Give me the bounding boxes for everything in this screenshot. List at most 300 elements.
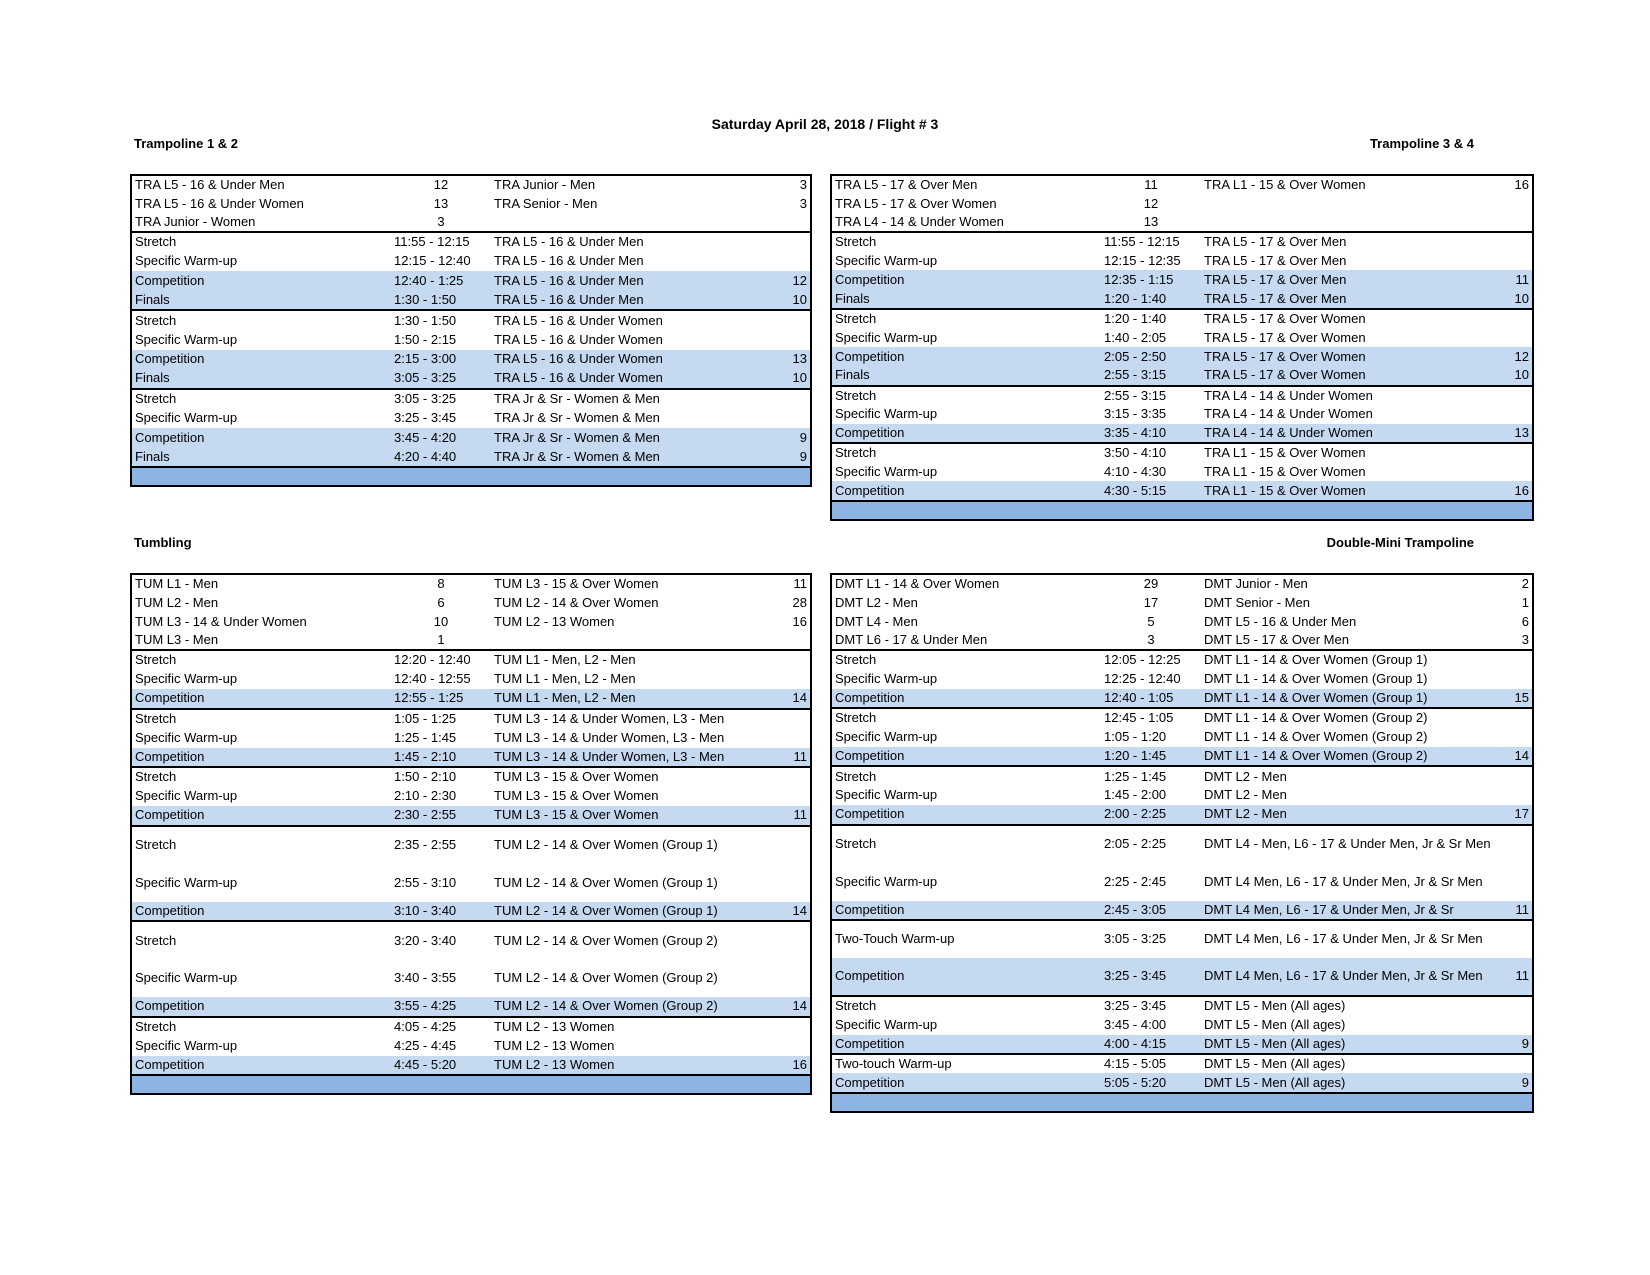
footer-cell [831, 1093, 1101, 1112]
activity-cell: Specific Warm-up [135, 331, 238, 347]
time-cell: 3:10 - 3:40 [391, 902, 491, 922]
event-cell: TRA L5 - 16 & Under Women [491, 369, 781, 389]
summary-row [831, 194, 1533, 213]
schedule-row-competition [131, 689, 811, 709]
athlete-count-cell: 10 [1501, 290, 1533, 309]
time-cell: 2:05 - 2:25 [1104, 836, 1167, 852]
event-cell: TUM L2 - 13 Women [494, 1037, 615, 1053]
time-cell: 1:30 - 1:50 [391, 291, 491, 311]
activity-cell: Competition [831, 747, 1101, 766]
athlete-count-cell: 9 [1501, 1035, 1533, 1054]
athlete-count-cell: 14 [781, 689, 811, 709]
summary-count: 3 [1101, 631, 1201, 650]
time-cell: 1:05 - 1:20 [1104, 729, 1167, 745]
schedule-row-competition [131, 902, 811, 922]
athlete-count-cell [1501, 996, 1533, 1015]
schedule-row-specific-warm-up [131, 728, 811, 748]
time-cell: 3:05 - 3:25 [391, 369, 491, 389]
activity-cell: Two-Touch Warm-up [835, 931, 955, 947]
time-cell: 1:20 - 1:40 [1101, 290, 1201, 309]
event-cell: TRA Jr & Sr - Women & Men [494, 410, 660, 426]
summary-event: TRA L1 - 15 & Over Women [1204, 177, 1366, 192]
activity-cell: Competition [831, 347, 1101, 366]
event-cell: TRA L1 - 15 & Over Women [1201, 481, 1501, 500]
summary-row [831, 213, 1533, 232]
time-cell: 12:45 - 1:05 [1104, 710, 1174, 726]
schedule-row-stretch [831, 650, 1533, 669]
athlete-count-cell [1501, 443, 1533, 462]
event-cell: DMT L4 Men, L6 - 17 & Under Men, Jr & Sr Men [1201, 958, 1501, 996]
time-cell: 4:10 - 4:30 [1104, 463, 1167, 479]
schedule-row-stretch [131, 826, 811, 864]
event-cell: TRA L4 - 14 & Under Women [1204, 406, 1373, 422]
summary-event: TUM L2 - Men [135, 594, 219, 610]
footer-cell [491, 467, 781, 486]
summary-count: 6 [437, 594, 445, 610]
event-cell: TRA L5 - 16 & Under Women [494, 331, 663, 347]
schedule-row-stretch [131, 1017, 811, 1037]
athlete-count-cell [1501, 1015, 1533, 1034]
summary-count: 8 [437, 576, 445, 591]
activity-cell: Competition [131, 689, 391, 709]
time-cell: 12:35 - 1:15 [1101, 270, 1201, 289]
activity-cell: Competition [131, 748, 391, 768]
activity-cell: Specific Warm-up [135, 874, 238, 890]
footer-cell [1101, 1093, 1201, 1112]
athlete-count-cell [781, 650, 811, 670]
athlete-count-cell: 14 [1501, 747, 1533, 766]
footer-cell [391, 467, 491, 486]
activity-cell: Stretch [835, 310, 877, 326]
summary-event: DMT Senior - Men [1204, 594, 1310, 610]
summary-count: 16 [1514, 177, 1529, 192]
activity-cell: Stretch [835, 445, 877, 461]
event-cell: DMT L5 - Men (All ages) [1201, 1073, 1501, 1092]
activity-cell: Competition [131, 1056, 391, 1076]
athlete-count-cell [1501, 863, 1533, 901]
athlete-count-cell [1501, 708, 1533, 727]
time-cell: 1:25 - 1:45 [394, 729, 457, 745]
summary-row [831, 612, 1533, 631]
time-cell: 4:05 - 4:25 [394, 1018, 457, 1034]
time-cell: 1:50 - 2:10 [394, 769, 457, 785]
schedule-row-specific-warm-up [831, 405, 1533, 424]
summary-count: 17 [1143, 594, 1159, 610]
time-cell: 12:25 - 12:40 [1104, 671, 1181, 687]
time-cell: 3:25 - 3:45 [1104, 998, 1167, 1014]
summary-row [131, 612, 811, 631]
summary-count [1501, 194, 1533, 213]
event-cell: DMT L1 - 14 & Over Women (Group 2) [1204, 710, 1428, 726]
athlete-count-cell [1501, 251, 1533, 270]
schedule-row-specific-warm-up [131, 864, 811, 902]
summary-event: TUM L1 - Men [135, 576, 219, 591]
activity-cell: Stretch [135, 652, 177, 668]
schedule-row-stretch [131, 389, 811, 409]
time-cell: 2:30 - 2:55 [391, 806, 491, 826]
event-cell: TRA L5 - 17 & Over Men [1204, 252, 1347, 268]
activity-cell: Stretch [135, 391, 177, 407]
athlete-count-cell: 17 [1501, 805, 1533, 824]
event-cell: TUM L3 - 14 & Under Women, L3 - Men [494, 729, 725, 745]
time-cell: 3:45 - 4:00 [1104, 1016, 1167, 1032]
schedule-row-specific-warm-up [831, 251, 1533, 270]
schedule-row-competition [831, 958, 1533, 996]
time-cell: 3:05 - 3:25 [1104, 931, 1167, 947]
time-cell: 2:55 - 3:10 [394, 874, 457, 890]
footer-cell [131, 1075, 391, 1094]
summary-event: DMT L6 - 17 & Under Men [831, 631, 1101, 650]
activity-cell: Stretch [835, 836, 877, 852]
schedule-row-specific-warm-up [131, 1036, 811, 1056]
schedule-row-stretch [831, 232, 1533, 251]
time-cell: 4:15 - 5:05 [1104, 1056, 1167, 1072]
schedule-row-competition [831, 805, 1533, 824]
athlete-count-cell [1501, 462, 1533, 481]
section-label-tumbling: Tumbling [134, 535, 192, 550]
time-cell: 1:45 - 2:10 [391, 748, 491, 768]
time-cell: 1:45 - 2:00 [1104, 787, 1167, 803]
athlete-count-cell: 16 [781, 1056, 811, 1076]
event-cell: TRA L5 - 16 & Under Men [494, 253, 644, 269]
activity-cell: Stretch [135, 710, 177, 726]
event-cell: TUM L3 - 14 & Under Women, L3 - Men [494, 710, 725, 726]
summary-row [831, 631, 1533, 650]
footer-cell [1501, 501, 1533, 520]
activity-cell: Competition [131, 350, 391, 370]
event-cell: TRA L5 - 17 & Over Women [1204, 310, 1366, 326]
summary-event [1201, 213, 1501, 232]
time-cell: 2:55 - 3:15 [1101, 366, 1201, 385]
event-cell: TUM L2 - 14 & Over Women (Group 2) [494, 970, 718, 985]
event-cell: TUM L2 - 14 & Over Women (Group 2) [494, 932, 718, 948]
athlete-count-cell [781, 408, 811, 428]
activity-cell: Specific Warm-up [835, 873, 938, 889]
summary-event: DMT L4 - Men [835, 613, 918, 629]
athlete-count-cell: 9 [1501, 1073, 1533, 1092]
schedule-row-specific-warm-up [831, 328, 1533, 347]
time-cell: 2:15 - 3:00 [391, 350, 491, 370]
activity-cell: Competition [131, 428, 391, 448]
event-cell: DMT L5 - Men (All ages) [1204, 1056, 1346, 1072]
summary-count: 3 [1501, 631, 1533, 650]
athlete-count-cell [1501, 920, 1533, 958]
schedule-row-competition [131, 997, 811, 1017]
footer-cell [131, 467, 391, 486]
event-cell: DMT L4 Men, L6 - 17 & Under Men, Jr & Sr Men [1204, 931, 1483, 947]
event-cell: TRA L1 - 15 & Over Women [1204, 445, 1366, 461]
summary-event: TRA Junior - Men [494, 177, 596, 192]
athlete-count-cell [1501, 309, 1533, 328]
schedule-row-stretch [131, 921, 811, 959]
summary-event: TUM L3 - 14 & Under Women [135, 613, 307, 629]
footer-cell [491, 1075, 781, 1094]
event-cell: DMT L1 - 14 & Over Women (Group 1) [1201, 689, 1501, 708]
event-cell: TRA L5 - 17 & Over Women [1201, 347, 1501, 366]
event-cell: DMT L5 - Men (All ages) [1204, 998, 1346, 1014]
event-cell: TUM L2 - 14 & Over Women (Group 1) [494, 874, 718, 890]
activity-cell: Stretch [135, 1018, 177, 1034]
schedule-row-competition [131, 350, 811, 370]
activity-cell: Stretch [135, 837, 177, 852]
event-cell: TRA Jr & Sr - Women & Men [491, 448, 781, 468]
table-footer-bar [831, 501, 1533, 520]
activity-cell: Finals [131, 291, 391, 311]
schedule-row-competition [831, 481, 1533, 500]
summary-event: TRA L4 - 14 & Under Women [831, 213, 1101, 232]
time-cell: 12:20 - 12:40 [394, 652, 471, 668]
time-cell: 2:45 - 3:05 [1101, 901, 1201, 920]
athlete-count-cell [781, 1017, 811, 1037]
summary-row [131, 631, 811, 650]
event-cell: TUM L1 - Men, L2 - Men [494, 652, 636, 668]
summary-count [781, 213, 811, 232]
time-cell: 3:25 - 3:45 [1101, 958, 1201, 996]
event-cell: DMT L1 - 14 & Over Women (Group 2) [1204, 729, 1428, 745]
summary-event: TUM L2 - 13 Women [494, 613, 615, 629]
summary-count: 6 [1521, 613, 1529, 629]
activity-cell: Specific Warm-up [835, 787, 938, 803]
schedule-row-two-touch-warm-up [831, 1054, 1533, 1073]
activity-cell: Stretch [835, 768, 877, 784]
athlete-count-cell [781, 330, 811, 350]
athlete-count-cell: 14 [781, 902, 811, 922]
activity-cell: Stretch [835, 234, 877, 250]
event-cell: TUM L2 - 13 Women [491, 1056, 781, 1076]
schedule-row-stretch [831, 825, 1533, 863]
summary-count [781, 631, 811, 650]
schedule-row-finals [831, 290, 1533, 309]
schedule-row-specific-warm-up [131, 330, 811, 350]
schedule-row-competition [831, 1035, 1533, 1054]
event-cell: TRA L5 - 17 & Over Men [1201, 270, 1501, 289]
summary-count: 1 [391, 631, 491, 650]
schedule-row-competition [131, 1056, 811, 1076]
activity-cell: Finals [131, 369, 391, 389]
time-cell: 3:15 - 3:35 [1104, 406, 1167, 422]
time-cell: 1:05 - 1:25 [394, 710, 457, 726]
summary-event: TRA Senior - Men [494, 195, 598, 211]
event-cell: DMT L1 - 14 & Over Women (Group 1) [1204, 652, 1428, 668]
event-cell: TRA L5 - 16 & Under Women [491, 350, 781, 370]
schedule-row-stretch [831, 309, 1533, 328]
schedule-row-specific-warm-up [131, 252, 811, 272]
event-cell: DMT L1 - 14 & Over Women (Group 1) [1204, 671, 1428, 687]
table-footer-bar [131, 1075, 811, 1094]
summary-count: 3 [799, 177, 807, 192]
activity-cell: Competition [831, 424, 1101, 443]
athlete-count-cell [781, 864, 811, 902]
activity-cell: Specific Warm-up [135, 970, 238, 985]
schedule-row-competition [131, 271, 811, 291]
athlete-count-cell [781, 389, 811, 409]
athlete-count-cell: 16 [1501, 481, 1533, 500]
schedule-row-specific-warm-up [831, 462, 1533, 481]
athlete-count-cell: 11 [1501, 270, 1533, 289]
event-cell: TRA L4 - 14 & Under Women [1204, 387, 1373, 403]
event-cell: TRA Jr & Sr - Women & Men [494, 391, 660, 407]
event-cell: TRA L5 - 17 & Over Men [1201, 290, 1501, 309]
event-cell: DMT L5 - Men (All ages) [1201, 1035, 1501, 1054]
summary-count: 28 [792, 594, 807, 610]
time-cell: 4:30 - 5:15 [1101, 481, 1201, 500]
event-cell: TUM L1 - Men, L2 - Men [494, 671, 636, 687]
time-cell: 12:40 - 1:05 [1101, 689, 1201, 708]
summary-count: 13 [1101, 213, 1201, 232]
summary-count: 12 [433, 177, 449, 192]
event-cell: TRA L5 - 16 & Under Men [494, 234, 644, 250]
summary-row [131, 194, 811, 213]
time-cell: 4:45 - 5:20 [391, 1056, 491, 1076]
time-cell: 3:55 - 4:25 [391, 997, 491, 1017]
activity-cell: Finals [831, 290, 1101, 309]
time-cell: 12:40 - 1:25 [391, 271, 491, 291]
athlete-count-cell: 10 [1501, 366, 1533, 385]
athlete-count-cell: 12 [781, 271, 811, 291]
activity-cell: Finals [831, 366, 1101, 385]
athlete-count-cell: 11 [1501, 958, 1533, 996]
athlete-count-cell: 15 [1501, 689, 1533, 708]
schedule-row-competition [831, 270, 1533, 289]
athlete-count-cell: 9 [781, 448, 811, 468]
event-cell: TRA L5 - 16 & Under Men [491, 291, 781, 311]
time-cell: 2:55 - 3:15 [1104, 387, 1167, 403]
athlete-count-cell: 11 [781, 748, 811, 768]
athlete-count-cell [781, 1036, 811, 1056]
athlete-count-cell: 10 [781, 291, 811, 311]
summary-count: 10 [433, 613, 449, 629]
athlete-count-cell [781, 767, 811, 787]
summary-row [831, 175, 1533, 194]
activity-cell: Specific Warm-up [835, 729, 938, 745]
time-cell: 11:55 - 12:15 [394, 234, 470, 250]
activity-cell: Competition [131, 902, 391, 922]
activity-cell: Specific Warm-up [835, 406, 938, 422]
time-cell: 3:25 - 3:45 [394, 410, 457, 426]
schedule-row-stretch [131, 650, 811, 670]
event-cell: DMT L4 - Men, L6 - 17 & Under Men, Jr & Sr Men [1204, 836, 1491, 852]
page-title: Saturday April 28, 2018 / Flight # 3 [711, 116, 939, 132]
table-footer-bar [831, 1093, 1533, 1112]
time-cell: 12:15 - 12:35 [1104, 252, 1181, 268]
event-cell: DMT L2 - Men [1204, 768, 1287, 784]
activity-cell: Stretch [135, 312, 177, 328]
summary-event: TRA L5 - 16 & Under Women [135, 195, 304, 211]
event-cell: TRA Jr & Sr - Women & Men [491, 428, 781, 448]
activity-cell: Competition [131, 806, 391, 826]
activity-cell: Competition [831, 805, 1101, 824]
schedule-row-competition [831, 689, 1533, 708]
summary-count [1501, 213, 1533, 232]
activity-cell: Stretch [135, 769, 177, 785]
activity-cell: Competition [131, 271, 391, 291]
schedule-row-specific-warm-up [831, 863, 1533, 901]
summary-row [131, 213, 811, 232]
athlete-count-cell [1501, 825, 1533, 863]
event-cell: TUM L3 - 14 & Under Women, L3 - Men [491, 748, 781, 768]
event-cell: TRA L5 - 17 & Over Women [1201, 366, 1501, 385]
summary-row [131, 593, 811, 612]
athlete-count-cell: 9 [781, 428, 811, 448]
time-cell: 1:25 - 1:45 [1104, 768, 1167, 784]
activity-cell: Stretch [835, 387, 877, 403]
schedule-row-stretch [131, 767, 811, 787]
event-cell: DMT L4 Men, L6 - 17 & Under Men, Jr & Sr [1201, 901, 1501, 920]
activity-cell: Specific Warm-up [835, 463, 938, 479]
time-cell: 5:05 - 5:20 [1101, 1073, 1201, 1092]
time-cell: 3:50 - 4:10 [1104, 445, 1167, 461]
table-footer-bar [131, 467, 811, 486]
event-cell: TRA L4 - 14 & Under Women [1201, 424, 1501, 443]
athlete-count-cell: 13 [1501, 424, 1533, 443]
athlete-count-cell: 11 [1501, 901, 1533, 920]
athlete-count-cell [1501, 766, 1533, 785]
time-cell: 2:25 - 2:45 [1104, 873, 1167, 889]
event-cell: TUM L3 - 15 & Over Women [494, 788, 659, 804]
event-cell: TUM L2 - 14 & Over Women (Group 1) [491, 902, 781, 922]
athlete-count-cell: 14 [781, 997, 811, 1017]
schedule-row-two-touch-warm-up [831, 920, 1533, 958]
summary-count: 11 [1144, 177, 1158, 192]
athlete-count-cell [781, 921, 811, 959]
athlete-count-cell [1501, 405, 1533, 424]
time-cell: 3:40 - 3:55 [394, 970, 457, 985]
summary-count: 3 [391, 213, 491, 232]
schedule-row-specific-warm-up [831, 786, 1533, 805]
footer-cell [781, 1075, 811, 1094]
athlete-count-cell [781, 787, 811, 807]
activity-cell: Specific Warm-up [835, 671, 938, 687]
summary-count: 2 [1521, 576, 1529, 591]
schedule-row-finals [131, 448, 811, 468]
summary-row [131, 574, 811, 593]
summary-event: TRA L5 - 17 & Over Women [835, 195, 997, 211]
event-cell: DMT L1 - 14 & Over Women (Group 2) [1201, 747, 1501, 766]
summary-event: DMT Junior - Men [1204, 576, 1308, 591]
footer-cell [831, 501, 1101, 520]
summary-count: 1 [1521, 594, 1529, 610]
activity-cell: Specific Warm-up [135, 788, 238, 804]
schedule-row-specific-warm-up [131, 408, 811, 428]
athlete-count-cell [1501, 728, 1533, 747]
athlete-count-cell [781, 670, 811, 690]
event-cell: DMT L2 - Men [1204, 787, 1287, 803]
footer-cell [1201, 501, 1501, 520]
time-cell: 3:45 - 4:20 [391, 428, 491, 448]
activity-cell: Stretch [835, 710, 877, 726]
event-cell: TUM L1 - Men, L2 - Men [491, 689, 781, 709]
summary-event: DMT L1 - 14 & Over Women [835, 576, 1000, 591]
athlete-count-cell [781, 959, 811, 997]
summary-event: TUM L3 - 15 & Over Women [494, 576, 659, 591]
schedule-row-stretch [831, 386, 1533, 405]
activity-cell: Specific Warm-up [135, 410, 238, 426]
summary-count: 29 [1143, 576, 1159, 591]
time-cell: 1:20 - 1:45 [1101, 747, 1201, 766]
event-cell: DMT L4 Men, L6 - 17 & Under Men, Jr & Sr Men [1204, 873, 1483, 889]
time-cell: 3:20 - 3:40 [394, 932, 457, 948]
schedule-row-stretch [131, 310, 811, 330]
athlete-count-cell [1501, 786, 1533, 805]
athlete-count-cell: 13 [781, 350, 811, 370]
schedule-row-competition [131, 428, 811, 448]
activity-cell: Stretch [135, 932, 177, 948]
schedule-row-stretch [131, 709, 811, 729]
summary-event: TUM L3 - Men [131, 631, 391, 650]
summary-event: DMT L5 - 16 & Under Men [1204, 613, 1357, 629]
schedule-row-competition [831, 347, 1533, 366]
summary-event: TUM L2 - 14 & Over Women [494, 594, 659, 610]
